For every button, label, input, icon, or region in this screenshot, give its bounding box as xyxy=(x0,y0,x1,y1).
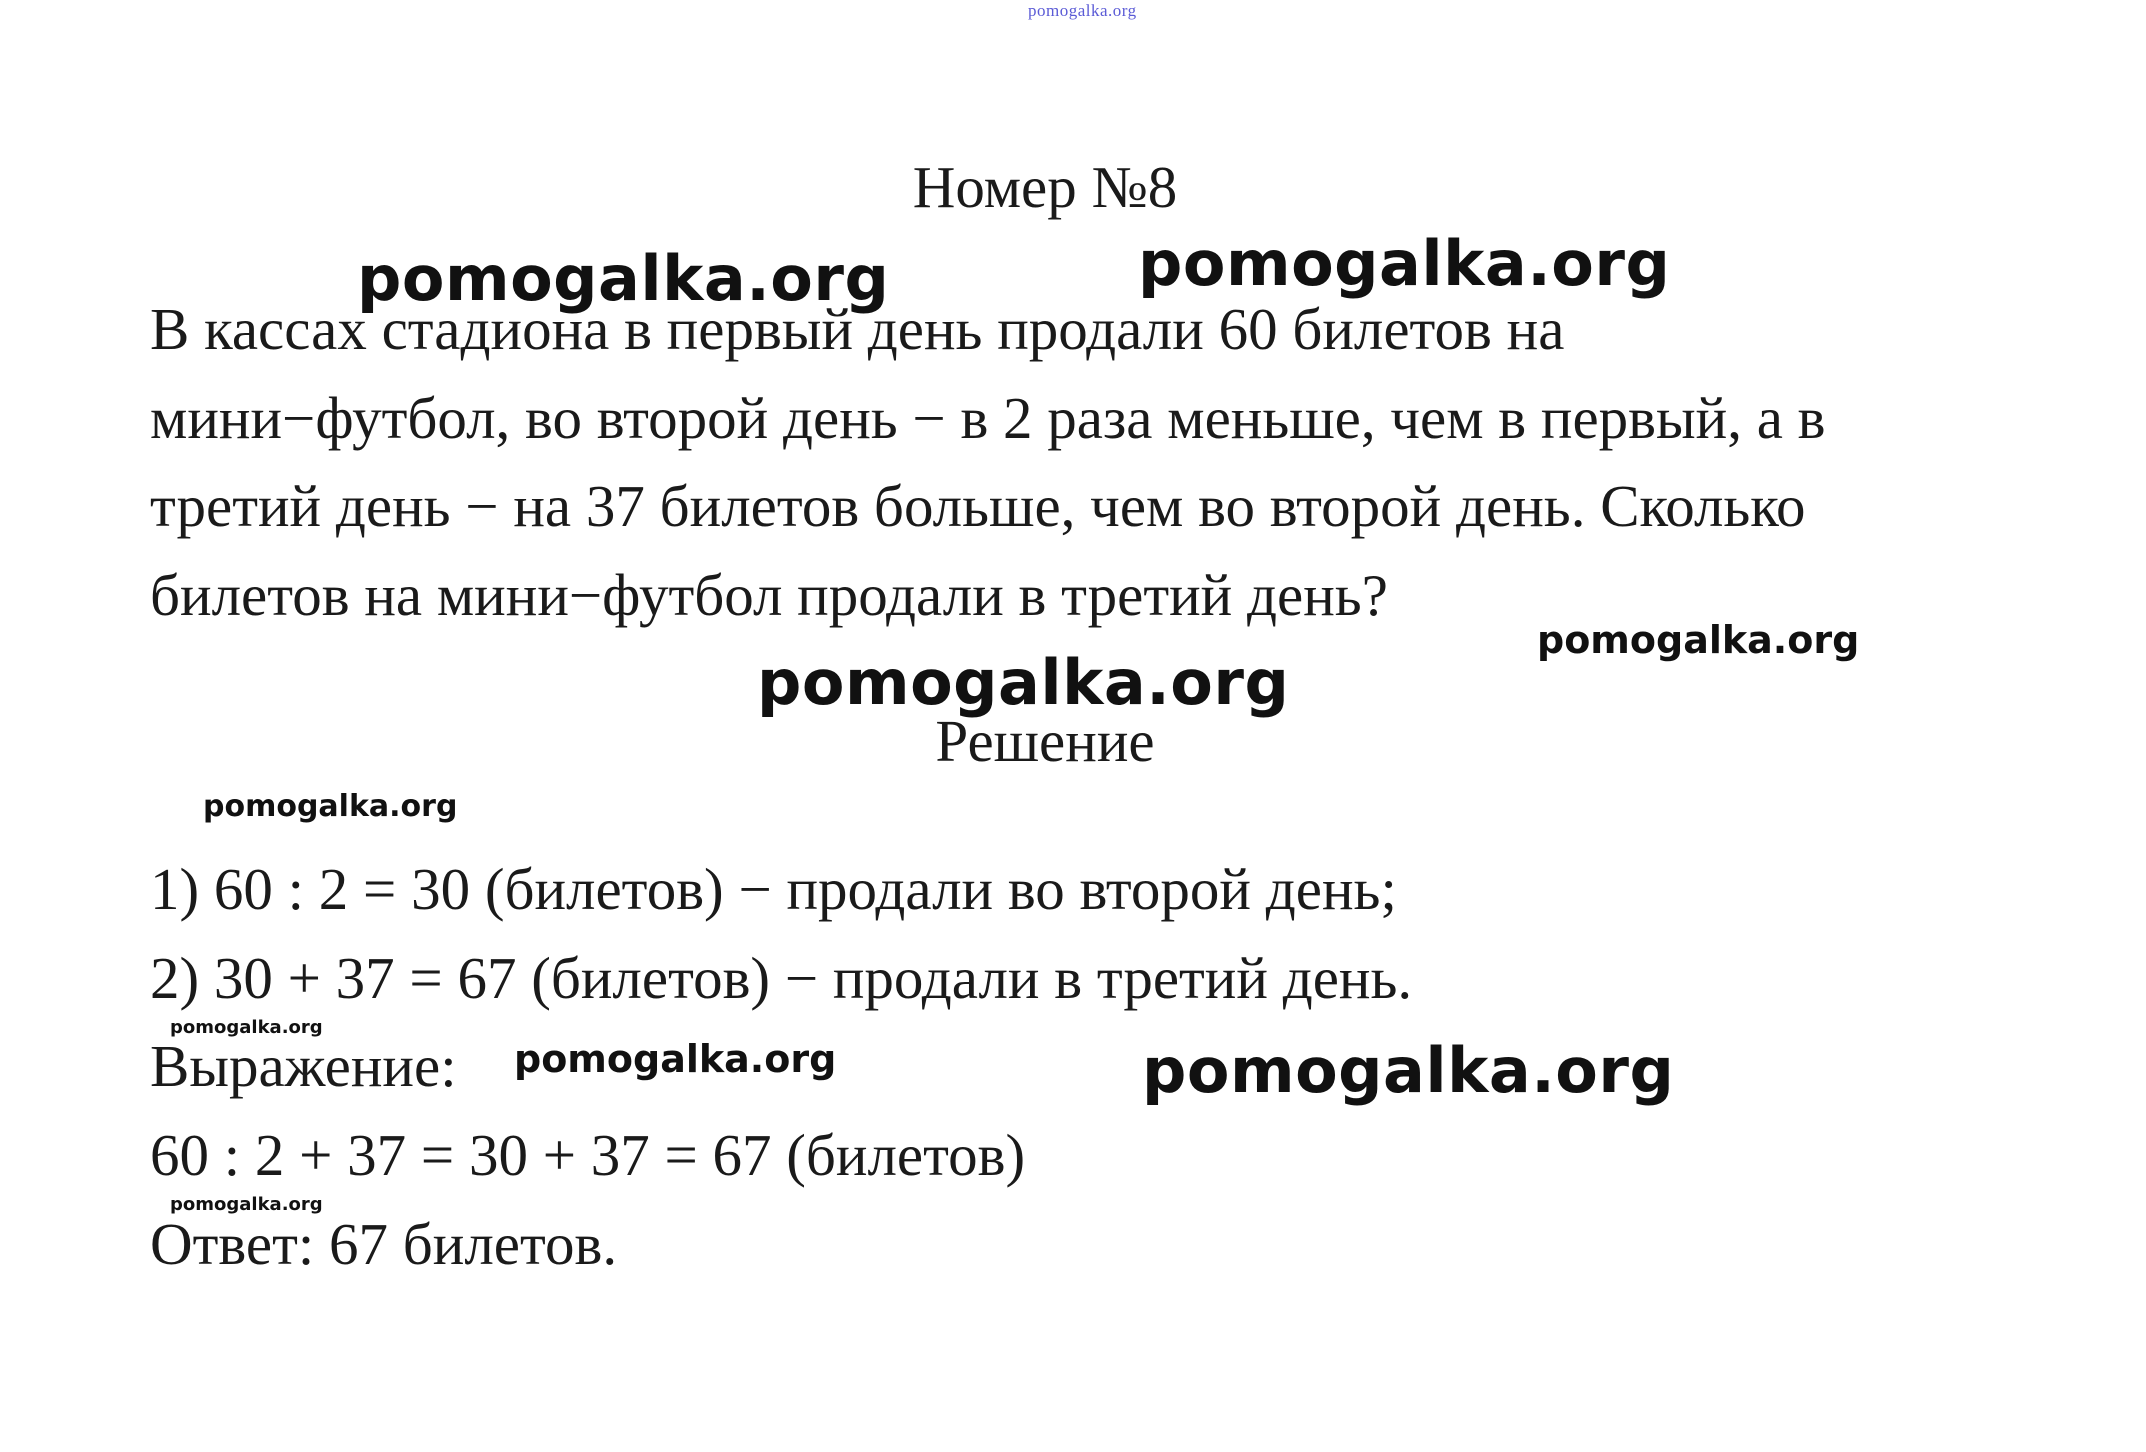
expression: 60 : 2 + 37 = 30 + 37 = 67 (билетов) xyxy=(150,1122,1026,1188)
watermark: pomogalka.org xyxy=(203,789,458,824)
top-watermark: pomogalka.org xyxy=(1028,1,1137,20)
watermark: pomogalka.org xyxy=(1138,227,1671,300)
solution-heading: Решение xyxy=(935,708,1155,774)
page-title: Номер №8 xyxy=(912,154,1178,220)
expression-label: Выражение: xyxy=(150,1033,457,1099)
problem-line-3: третий день − на 37 билетов больше, чем во второй день. Сколько xyxy=(150,473,1806,539)
solution-step-2: 2) 30 + 37 = 67 (билетов) − продали в третий день. xyxy=(150,945,1413,1011)
problem-line-2: мини−футбол, во второй день − в 2 раза меньше, чем в первый, а в xyxy=(150,385,1826,451)
watermark: pomogalka.org xyxy=(514,1037,837,1081)
problem-line-1: В кассах стадиона в первый день продали 60 билетов на xyxy=(150,296,1565,362)
watermark: pomogalka.org xyxy=(1142,1034,1675,1107)
answer: Ответ: 67 билетов. xyxy=(150,1211,618,1277)
watermark: pomogalka.org xyxy=(170,1194,323,1215)
watermark: pomogalka.org xyxy=(1537,618,1860,662)
watermark: pomogalka.org xyxy=(170,1017,323,1038)
watermark: pomogalka.org xyxy=(357,242,890,315)
problem-line-4: билетов на мини−футбол продали в третий день? xyxy=(150,562,1388,628)
watermark: pomogalka.org xyxy=(757,646,1290,719)
solution-step-1: 1) 60 : 2 = 30 (билетов) − продали во второй день; xyxy=(150,856,1397,922)
